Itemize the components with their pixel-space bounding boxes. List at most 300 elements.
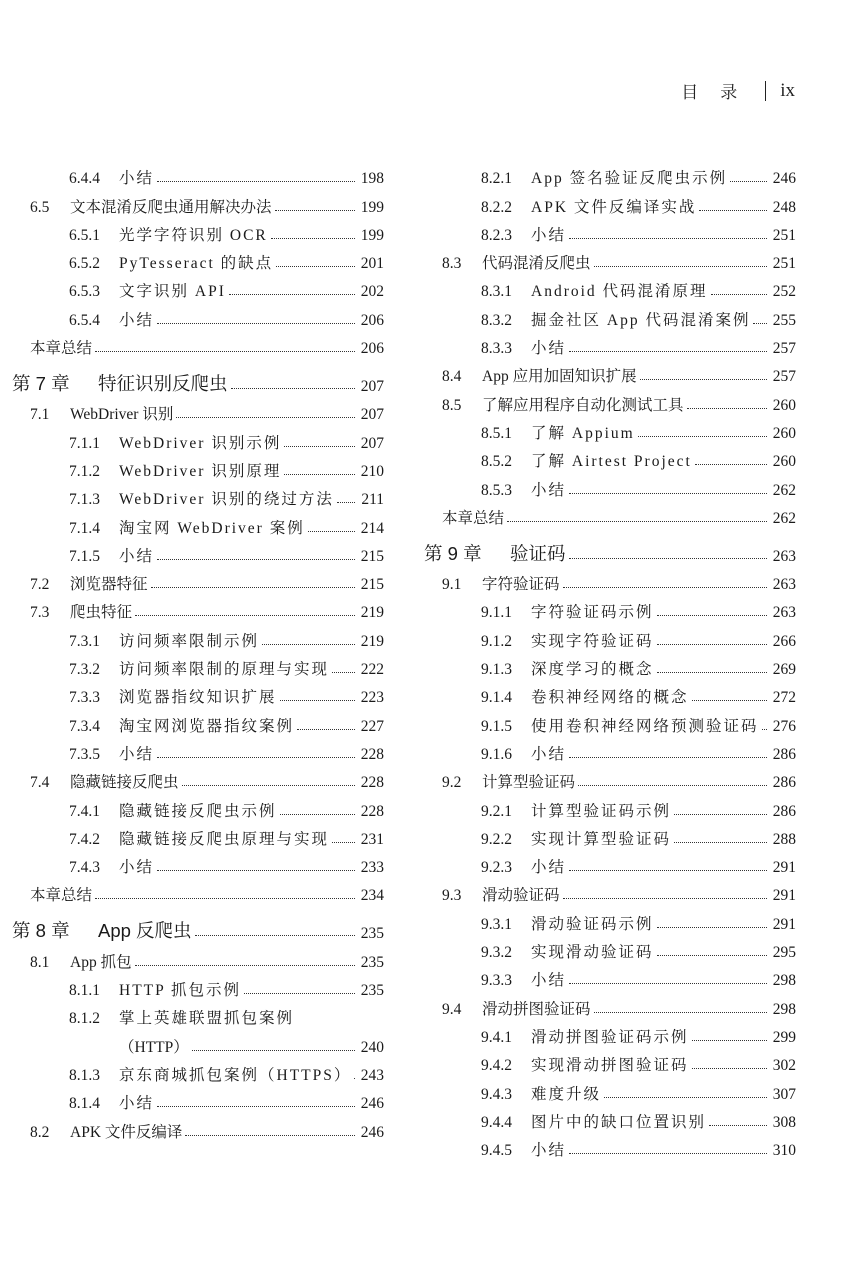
- toc-column-left: [12, 160, 384, 1142]
- toc-subsection-entry[interactable]: [424, 707, 796, 735]
- entry-title: 掘金社区 App 代码混淆案例: [531, 311, 751, 329]
- entry-title: 计算型验证码: [482, 774, 576, 792]
- dot-leader: [182, 784, 355, 786]
- toc-subsection-entry[interactable]: [424, 821, 796, 849]
- toc-section-entry[interactable]: [12, 943, 384, 971]
- entry-number: 9.4.4: [481, 1113, 512, 1131]
- dot-leader: [640, 378, 767, 380]
- entry-title: （HTTP）: [119, 1038, 189, 1056]
- toc-section-entry[interactable]: [424, 358, 796, 386]
- dot-leader: [687, 407, 767, 409]
- entry-number: 6.5.4: [69, 311, 100, 329]
- toc-subsection-entry[interactable]: [12, 424, 384, 452]
- entry-title: WebDriver 识别示例: [119, 434, 282, 452]
- toc-subsection-entry[interactable]: [12, 849, 384, 877]
- entry-page-number: 262: [772, 481, 796, 499]
- entry-number: 8.1: [30, 953, 50, 971]
- entry-page-number: 206: [360, 340, 384, 358]
- toc-subsection-entry[interactable]: [424, 934, 796, 962]
- entry-page-number: 207: [360, 434, 384, 452]
- entry-page-number: 211: [361, 491, 384, 509]
- entry-number: 8.1.4: [69, 1095, 100, 1113]
- toc-subsection-entry[interactable]: [424, 962, 796, 990]
- dot-leader: [569, 492, 767, 494]
- dot-leader: [709, 1124, 767, 1126]
- entry-number: 8.2.1: [481, 170, 512, 188]
- entry-page-number: 299: [772, 1028, 796, 1046]
- entry-number: 第 9 章: [424, 542, 482, 564]
- entry-page-number: 260: [772, 453, 796, 471]
- toc-subsection-entry[interactable]: [424, 273, 796, 301]
- toc-subsection-entry[interactable]: [12, 622, 384, 650]
- entry-page-number: 291: [772, 887, 796, 905]
- dot-leader: [569, 1152, 767, 1154]
- dot-leader: [284, 445, 355, 447]
- entry-number: 9.4.5: [481, 1142, 512, 1160]
- dot-leader: [157, 180, 355, 182]
- entry-page-number: 219: [360, 632, 384, 650]
- entry-title: 本章总结: [30, 340, 93, 358]
- toc-subsection-entry[interactable]: [424, 905, 796, 933]
- entry-page-number: 260: [772, 396, 796, 414]
- toc-subsection-entry[interactable]: [424, 792, 796, 820]
- toc-section-entry[interactable]: [424, 877, 796, 905]
- entry-number: 9.2.3: [481, 859, 512, 877]
- toc-subsection-entry[interactable]: [12, 217, 384, 245]
- dot-leader: [578, 784, 767, 786]
- entry-title: 隐藏链接反爬虫原理与实现: [119, 830, 330, 848]
- toc-subsection-entry[interactable]: [12, 792, 384, 820]
- toc-subsection-entry[interactable]: [424, 160, 796, 188]
- toc-subsection-entry[interactable]: [12, 679, 384, 707]
- toc-subsection-entry[interactable]: [12, 1000, 384, 1028]
- entry-title: 小结: [531, 340, 567, 358]
- entry-title: 实现滑动验证码: [531, 944, 654, 962]
- entry-title: 字符验证码: [482, 576, 560, 594]
- entry-title: 了解应用程序自动化测试工具: [482, 396, 684, 414]
- entry-title: 小结: [531, 745, 567, 763]
- entry-page-number: 228: [360, 774, 384, 792]
- entry-title: 访问频率限制的原理与实现: [119, 661, 330, 679]
- dot-leader: [569, 869, 767, 871]
- dot-leader: [276, 265, 355, 267]
- toc-subsection-entry[interactable]: [12, 1057, 384, 1085]
- entry-title: 京东商城抓包案例（HTTPS）: [119, 1066, 352, 1084]
- entry-title: 使用卷积神经网络预测验证码: [531, 717, 759, 735]
- entry-page-number: 263: [772, 547, 796, 565]
- entry-title: 小结: [119, 1095, 155, 1113]
- dot-leader: [604, 1096, 767, 1098]
- entry-title: 小结: [531, 481, 567, 499]
- dot-leader: [271, 237, 355, 239]
- entry-number: 9.2: [442, 774, 462, 792]
- entry-page-number: 228: [360, 802, 384, 820]
- entry-page-number: 298: [772, 972, 796, 990]
- entry-page-number: 222: [360, 661, 384, 679]
- toc-subsection-entry[interactable]: [12, 245, 384, 273]
- entry-page-number: 215: [360, 576, 384, 594]
- entry-number: 8.1.2: [69, 1010, 100, 1028]
- entry-number: 9.1.1: [481, 604, 512, 622]
- entry-title: App 抓包: [70, 953, 132, 971]
- entry-number: 6.5.1: [69, 226, 100, 244]
- entry-title: 计算型验证码示例: [531, 802, 672, 820]
- dot-leader: [157, 869, 355, 871]
- entry-number: 7.1.1: [69, 434, 100, 452]
- dot-leader: [692, 699, 767, 701]
- dot-leader: [695, 463, 767, 465]
- entry-page-number: 252: [772, 283, 796, 301]
- entry-number: 9.1: [442, 576, 462, 594]
- entry-number: 9.1.4: [481, 689, 512, 707]
- entry-title: WebDriver 识别: [70, 406, 174, 424]
- entry-number: 7.1.3: [69, 491, 100, 509]
- toc-subsection-entry[interactable]: [12, 821, 384, 849]
- dot-leader: [563, 897, 767, 899]
- entry-number: 7.4.2: [69, 830, 100, 848]
- entry-page-number: 235: [360, 982, 384, 1000]
- entry-page-number: 219: [360, 604, 384, 622]
- toc-subsection-entry[interactable]: [424, 1104, 796, 1132]
- dot-leader: [337, 501, 355, 503]
- toc-section-entry[interactable]: [424, 764, 796, 792]
- entry-page-number: 288: [772, 830, 796, 848]
- entry-number: 7.4.3: [69, 859, 100, 877]
- dot-leader: [594, 1011, 767, 1013]
- dot-leader: [231, 387, 355, 389]
- entry-page-number: 214: [360, 519, 384, 537]
- entry-number: 9.1.3: [481, 661, 512, 679]
- toc-subsection-entry[interactable]: [424, 217, 796, 245]
- entry-title: 深度学习的概念: [531, 661, 654, 679]
- entry-page-number: 248: [772, 198, 796, 216]
- entry-title: 小结: [119, 547, 155, 565]
- toc-subsection-entry[interactable]: [12, 273, 384, 301]
- entry-title: 访问频率限制示例: [119, 632, 260, 650]
- entry-title: App 反爬虫: [98, 920, 192, 942]
- toc-section-entry[interactable]: [12, 764, 384, 792]
- entry-page-number: 207: [360, 406, 384, 424]
- entry-page-number: 302: [772, 1057, 796, 1075]
- entry-page-number: 243: [360, 1066, 384, 1084]
- toc-subsection-entry[interactable]: [424, 415, 796, 443]
- toc-subsection-entry[interactable]: [424, 471, 796, 499]
- dot-leader: [657, 954, 767, 956]
- entry-page-number: 246: [360, 1123, 384, 1141]
- entry-title: 实现字符验证码: [531, 632, 654, 650]
- entry-title: 字符验证码示例: [531, 604, 654, 622]
- toc-section-entry[interactable]: [424, 386, 796, 414]
- toc-subsection-entry[interactable]: [424, 330, 796, 358]
- dot-leader: [674, 841, 767, 843]
- toc-subsection-entry[interactable]: [12, 301, 384, 329]
- dot-leader: [354, 1077, 355, 1079]
- entry-title: 了解 Appium: [531, 424, 635, 442]
- entry-number: 8.5.1: [481, 424, 512, 442]
- running-header: [681, 78, 795, 103]
- entry-title: 小结: [531, 972, 567, 990]
- dot-leader: [569, 982, 767, 984]
- dot-leader: [692, 1067, 767, 1069]
- entry-number: 6.5: [30, 198, 50, 216]
- dot-leader: [135, 614, 355, 616]
- entry-title: 了解 Airtest Project: [531, 453, 692, 471]
- entry-number: 9.1.5: [481, 717, 512, 735]
- toc-subsection-entry[interactable]: [12, 538, 384, 566]
- entry-title: 滑动拼图验证码示例: [531, 1028, 689, 1046]
- entry-number: 第 8 章: [12, 920, 70, 942]
- entry-title: WebDriver 识别原理: [119, 462, 282, 480]
- entry-number: 8.1.3: [69, 1066, 100, 1084]
- entry-number: 7.4: [30, 774, 50, 792]
- toc-subsection-entry[interactable]: [424, 651, 796, 679]
- dot-leader: [244, 992, 355, 994]
- entry-page-number: 235: [360, 953, 384, 971]
- dot-leader: [674, 813, 767, 815]
- entry-title: WebDriver 识别的绕过方法: [119, 491, 334, 509]
- entry-number: 8.1.1: [69, 982, 100, 1000]
- entry-title: 小结: [119, 311, 155, 329]
- entry-number: 7.3.4: [69, 717, 100, 735]
- entry-page-number: 291: [772, 915, 796, 933]
- dot-leader: [692, 1039, 767, 1041]
- entry-title: 淘宝网 WebDriver 案例: [119, 519, 305, 537]
- page-number: ix: [780, 79, 795, 101]
- entry-title: App 签名验证反爬虫示例: [531, 170, 728, 188]
- entry-page-number: 291: [772, 859, 796, 877]
- entry-page-number: 215: [360, 547, 384, 565]
- entry-title: 难度升级: [531, 1085, 602, 1103]
- entry-title: 小结: [119, 745, 155, 763]
- entry-title: 本章总结: [30, 887, 93, 905]
- entry-page-number: 202: [360, 283, 384, 301]
- entry-title: 小结: [531, 1142, 567, 1160]
- toc-subsection-entry[interactable]: [424, 1075, 796, 1103]
- entry-page-number: 307: [772, 1085, 796, 1103]
- dot-leader: [569, 557, 767, 559]
- entry-number: 7.1.4: [69, 519, 100, 537]
- toc-subsection-entry[interactable]: [12, 651, 384, 679]
- entry-number: 9.4.1: [481, 1028, 512, 1046]
- entry-page-number: 240: [360, 1038, 384, 1056]
- toc-subsection-entry[interactable]: [424, 443, 796, 471]
- entry-number: 7.1.5: [69, 547, 100, 565]
- entry-page-number: 246: [772, 170, 796, 188]
- entry-page-number: 263: [772, 576, 796, 594]
- dot-leader: [95, 350, 355, 352]
- entry-title: 验证码: [510, 542, 566, 564]
- dot-leader: [157, 558, 355, 560]
- dot-leader: [297, 728, 355, 730]
- entry-number: 9.3: [442, 887, 462, 905]
- toc-summary-entry[interactable]: [12, 877, 384, 905]
- dot-leader: [569, 237, 767, 239]
- entry-title: 滑动验证码示例: [531, 915, 654, 933]
- dot-leader: [284, 473, 355, 475]
- entry-title: 小结: [119, 859, 155, 877]
- toc-section-entry[interactable]: [12, 566, 384, 594]
- dot-leader: [157, 322, 355, 324]
- entry-number: 8.3: [442, 255, 462, 273]
- entry-title: 隐藏链接反爬虫: [70, 774, 179, 792]
- entry-page-number: 210: [360, 462, 384, 480]
- dot-leader: [195, 934, 355, 936]
- entry-number: 8.4: [442, 368, 462, 386]
- entry-title: 本章总结: [442, 509, 505, 527]
- dot-leader: [699, 209, 767, 211]
- entry-page-number: 286: [772, 802, 796, 820]
- entry-page-number: 228: [360, 745, 384, 763]
- toc-subsection-entry[interactable]: [424, 849, 796, 877]
- dot-leader: [157, 756, 355, 758]
- entry-number: 6.5.3: [69, 283, 100, 301]
- entry-number: 7.1: [30, 406, 50, 424]
- dot-leader: [507, 520, 767, 522]
- entry-number: 8.5: [442, 396, 462, 414]
- dot-leader: [135, 964, 355, 966]
- entry-title: 爬虫特征: [70, 604, 133, 622]
- toc-subsection-entry[interactable]: [12, 160, 384, 188]
- entry-page-number: 235: [360, 925, 384, 943]
- entry-title: 小结: [531, 859, 567, 877]
- toc-subsection-entry[interactable]: [424, 188, 796, 216]
- toc-chapter-entry[interactable]: [424, 528, 796, 566]
- entry-page-number: 206: [360, 311, 384, 329]
- entry-title: APK 文件反编译: [70, 1123, 183, 1141]
- dot-leader: [753, 322, 767, 324]
- entry-title: Android 代码混淆原理: [531, 283, 708, 301]
- dot-leader: [176, 416, 355, 418]
- entry-number: 9.4.2: [481, 1057, 512, 1075]
- toc-section-entry[interactable]: [12, 396, 384, 424]
- dot-leader: [711, 293, 767, 295]
- entry-title: 滑动验证码: [482, 887, 560, 905]
- entry-number: 7.4.1: [69, 802, 100, 820]
- entry-title: 滑动拼图验证码: [482, 1000, 591, 1018]
- entry-page-number: 257: [772, 340, 796, 358]
- entry-page-number: 286: [772, 745, 796, 763]
- entry-number: 6.5.2: [69, 255, 100, 273]
- entry-page-number: 298: [772, 1000, 796, 1018]
- entry-title: 淘宝网浏览器指纹案例: [119, 717, 295, 735]
- entry-page-number: 207: [360, 378, 384, 396]
- entry-title: APK 文件反编译实战: [531, 198, 697, 216]
- entry-title: 代码混淆反爬虫: [482, 255, 591, 273]
- entry-title: PyTesseract 的缺点: [119, 255, 274, 273]
- entry-number: 8.5.3: [481, 481, 512, 499]
- toc-subsection-entry[interactable]: [424, 679, 796, 707]
- entry-page-number: 231: [360, 830, 384, 848]
- dot-leader: [308, 530, 355, 532]
- entry-number: 9.4.3: [481, 1085, 512, 1103]
- dot-leader: [762, 728, 767, 730]
- toc-subsection-entry[interactable]: [12, 1085, 384, 1113]
- entry-title: 光学字符识别 OCR: [119, 226, 268, 244]
- entry-page-number: 233: [360, 859, 384, 877]
- section-title: 目录: [681, 83, 760, 102]
- entry-number: 第 7 章: [12, 373, 70, 395]
- toc-section-entry[interactable]: [424, 990, 796, 1018]
- toc-subsection-entry[interactable]: [12, 736, 384, 764]
- entry-title: 实现滑动拼图验证码: [531, 1057, 689, 1075]
- toc-subsection-entry[interactable]: [424, 1047, 796, 1075]
- toc-summary-entry[interactable]: [12, 330, 384, 358]
- entry-page-number: 308: [772, 1113, 796, 1131]
- entry-page-number: 269: [772, 661, 796, 679]
- toc-subsection-entry[interactable]: [424, 594, 796, 622]
- entry-number: 8.2: [30, 1123, 50, 1141]
- entry-number: 7.3.3: [69, 689, 100, 707]
- entry-number: 7.3.5: [69, 745, 100, 763]
- toc-chapter-entry[interactable]: [12, 905, 384, 943]
- entry-title: 隐藏链接反爬虫示例: [119, 802, 277, 820]
- entry-number: 8.3.1: [481, 283, 512, 301]
- entry-number: 9.1.2: [481, 632, 512, 650]
- entry-title: 浏览器特征: [70, 576, 148, 594]
- dot-leader: [657, 671, 767, 673]
- toc-section-entry[interactable]: [424, 566, 796, 594]
- entry-title: 浏览器指纹知识扩展: [119, 689, 277, 707]
- toc-subsection-entry[interactable]: [12, 481, 384, 509]
- dot-leader: [638, 435, 767, 437]
- entry-title: 实现计算型验证码: [531, 830, 672, 848]
- toc-subsection-entry[interactable]: [12, 509, 384, 537]
- dot-leader: [657, 614, 767, 616]
- toc-subsection-entry[interactable]: [12, 453, 384, 481]
- dot-leader: [657, 926, 767, 928]
- dot-leader: [569, 756, 767, 758]
- entry-number: 6.4.4: [69, 170, 100, 188]
- toc-section-entry[interactable]: [12, 1113, 384, 1141]
- toc-subsection-entry[interactable]: [424, 301, 796, 329]
- toc-column-right: [424, 160, 796, 1160]
- toc-continuation-entry[interactable]: [12, 1028, 384, 1056]
- toc-subsection-entry[interactable]: [12, 707, 384, 735]
- entry-number: 9.3.3: [481, 972, 512, 990]
- dot-leader: [563, 586, 767, 588]
- dot-leader: [275, 209, 355, 211]
- entry-page-number: 199: [360, 226, 384, 244]
- entry-number: 7.1.2: [69, 462, 100, 480]
- entry-number: 7.3.1: [69, 632, 100, 650]
- entry-number: 9.3.1: [481, 915, 512, 933]
- entry-page-number: 263: [772, 604, 796, 622]
- toc-summary-entry[interactable]: [424, 500, 796, 528]
- dot-leader: [569, 350, 767, 352]
- toc-section-entry[interactable]: [12, 188, 384, 216]
- entry-title: 卷积神经网络的概念: [531, 689, 689, 707]
- dot-leader: [262, 643, 355, 645]
- entry-page-number: 262: [772, 509, 796, 527]
- entry-page-number: 199: [360, 198, 384, 216]
- entry-title: 小结: [119, 170, 155, 188]
- toc-subsection-entry[interactable]: [424, 736, 796, 764]
- entry-number: 9.1.6: [481, 745, 512, 763]
- dot-leader: [730, 180, 767, 182]
- toc-subsection-entry[interactable]: [424, 1132, 796, 1160]
- toc-section-entry[interactable]: [424, 245, 796, 273]
- toc-section-entry[interactable]: [12, 594, 384, 622]
- entry-page-number: 286: [772, 774, 796, 792]
- toc-subsection-entry[interactable]: [424, 1019, 796, 1047]
- entry-page-number: 234: [360, 887, 384, 905]
- dot-leader: [594, 265, 767, 267]
- toc-subsection-entry[interactable]: [424, 622, 796, 650]
- toc-subsection-entry[interactable]: [12, 972, 384, 1000]
- entry-page-number: 257: [772, 368, 796, 386]
- entry-page-number: 201: [360, 255, 384, 273]
- toc-chapter-entry[interactable]: [12, 358, 384, 396]
